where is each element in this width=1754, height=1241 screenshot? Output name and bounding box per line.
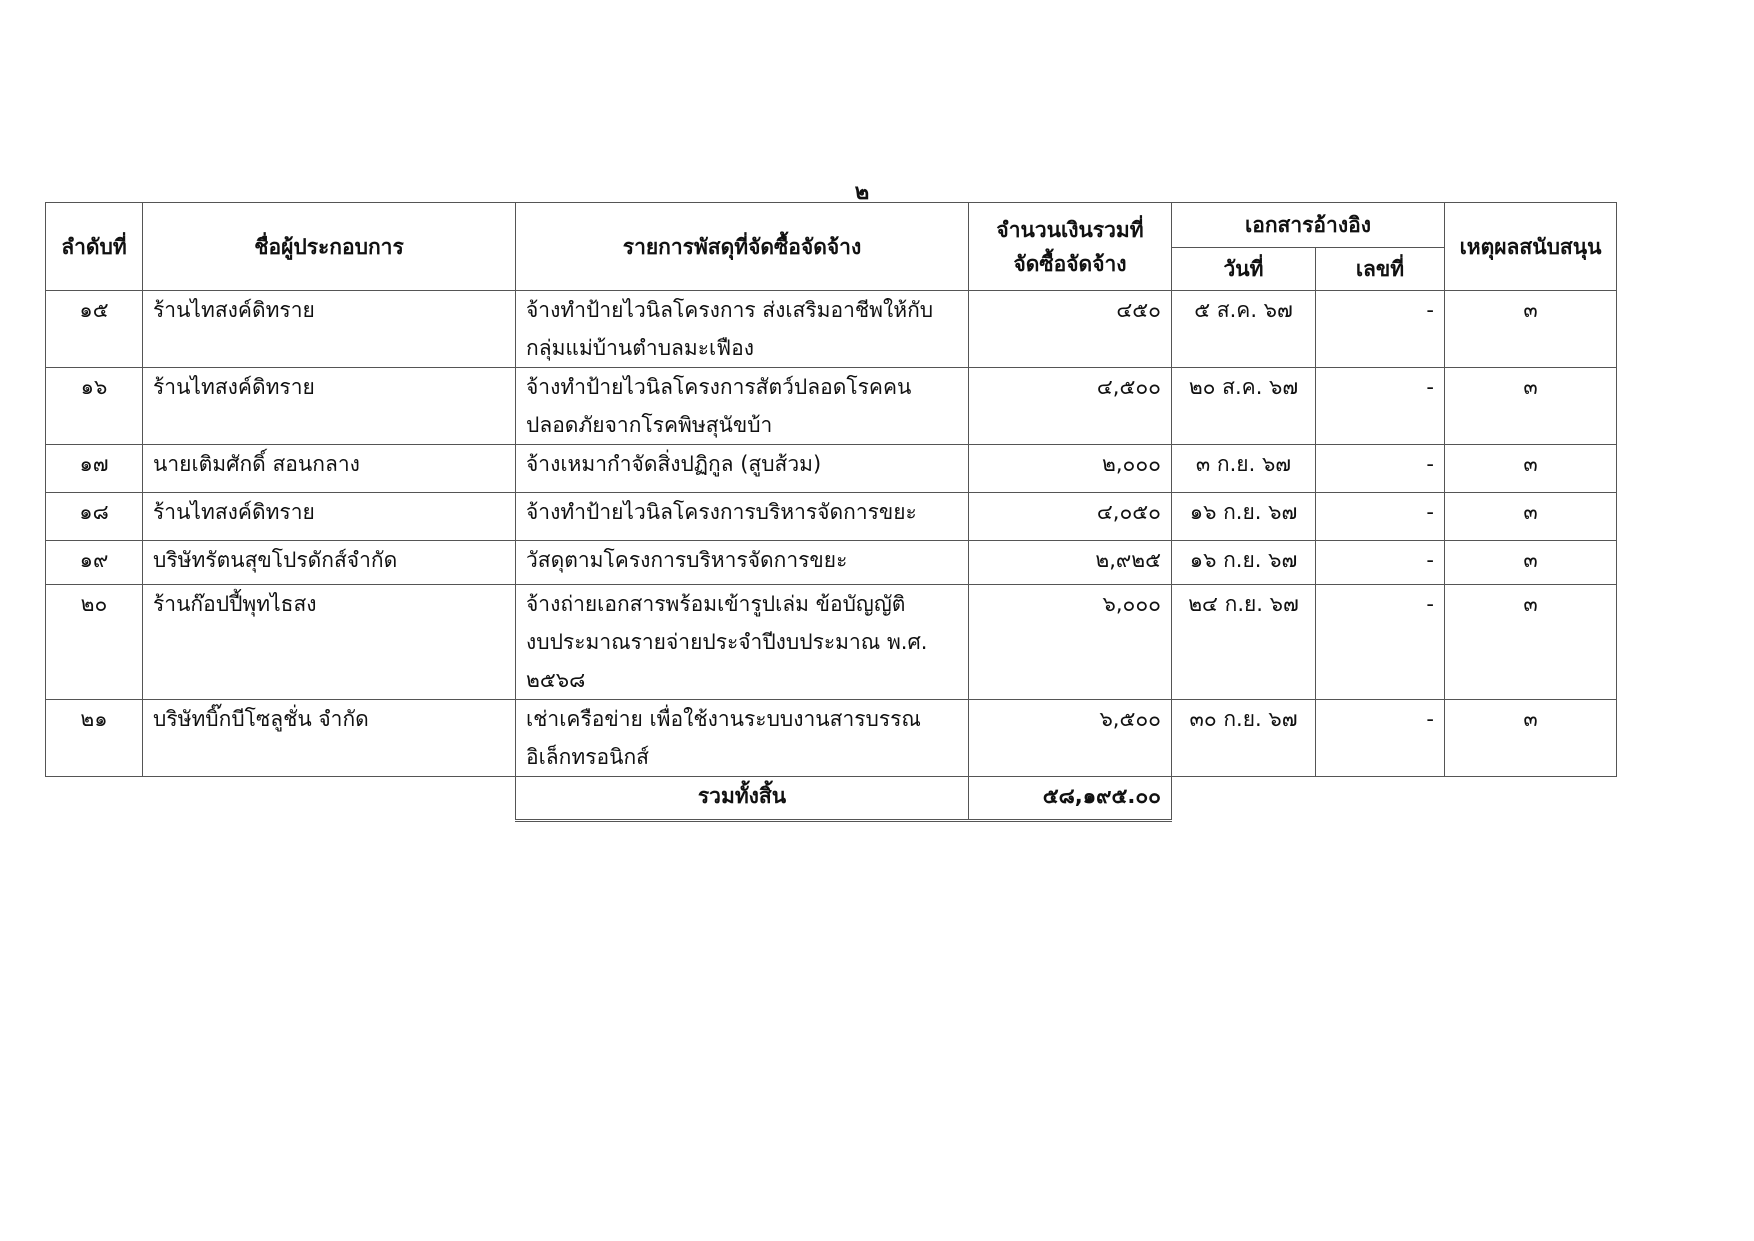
cell-reason: ๓ [1445,585,1617,700]
cell-reason: ๓ [1445,368,1617,445]
cell-vendor: นายเติมศักดิ์ สอนกลาง [143,445,516,493]
total-row [46,777,1617,821]
cell-seq: ๑๘ [46,493,143,541]
cell-amount: ๖,๕๐๐ [969,700,1172,777]
cell-amount: ๔๕๐ [969,291,1172,368]
cell-item [516,541,969,585]
cell-date: ๒๐ ส.ค. ๖๗ [1172,368,1316,445]
cell-item [516,291,969,368]
cell-date: ๕ ส.ค. ๖๗ [1172,291,1316,368]
cell-date: ๒๔ ก.ย. ๖๗ [1172,585,1316,700]
cell-ref-no: - [1316,445,1445,493]
table-row [46,445,1617,493]
cell-reason: ๓ [1445,541,1617,585]
cell-item [516,700,969,777]
cell-seq: ๑๗ [46,445,143,493]
table-row [46,700,1617,777]
cell-item-line: เช่าเครือข่าย เพื่อใช้งานระบบงานสารบรรณ [526,707,921,731]
table-row [46,291,1617,368]
cell-item-line: อิเล็กทรอนิกส์ [526,745,649,769]
cell-item [516,368,969,445]
header-ref-no: เลขที่ [1316,248,1445,291]
cell-reason: ๓ [1445,291,1617,368]
cell-ref-no: - [1316,368,1445,445]
header-reason: เหตุผลสนับสนุน [1445,203,1617,291]
cell-reason: ๓ [1445,445,1617,493]
cell-reason: ๓ [1445,700,1617,777]
cell-vendor: ร้านไทสงค์ดิทราย [143,493,516,541]
cell-amount: ๔,๐๕๐ [969,493,1172,541]
cell-seq: ๑๙ [46,541,143,585]
cell-vendor: ร้านก๊อปปี้พุทไธสง [143,585,516,700]
table-row [46,368,1617,445]
cell-ref-no: - [1316,585,1445,700]
cell-item-line: ๒๕๖๘ [526,668,586,692]
procurement-table [45,202,1617,822]
cell-item [516,493,969,541]
table-row [46,493,1617,541]
cell-date: ๓๐ ก.ย. ๖๗ [1172,700,1316,777]
cell-amount: ๒,๙๒๕ [969,541,1172,585]
table-row [46,541,1617,585]
table-row [46,585,1617,700]
cell-item-line: จ้างทำป้ายไวนิลโครงการ ส่งเสริมอาชีพให้กับ [526,298,934,322]
cell-item-line: จ้างถ่ายเอกสารพร้อมเข้ารูปเล่ม ข้อบัญญัติ [526,592,906,616]
header-ref-date: วันที่ [1172,248,1316,291]
cell-vendor: บริษัทรัตนสุขโปรดักส์จำกัด [143,541,516,585]
header-vendor: ชื่อผู้ประกอบการ [143,203,516,291]
cell-item-line: กลุ่มแม่บ้านตำบลมะเฟือง [526,336,754,360]
cell-date: ๑๖ ก.ย. ๖๗ [1172,493,1316,541]
cell-amount: ๒,๐๐๐ [969,445,1172,493]
header-amount [969,203,1172,291]
page-number: ๒ [854,180,870,205]
header-seq: ลำดับที่ [46,203,143,291]
cell-seq: ๑๖ [46,368,143,445]
cell-vendor: บริษัทบิ๊กบีโซลูชั่น จำกัด [143,700,516,777]
cell-seq: ๒๐ [46,585,143,700]
cell-seq: ๑๕ [46,291,143,368]
cell-ref-no: - [1316,493,1445,541]
total-amount: ๕๘,๑๙๕.๐๐ [969,777,1172,821]
cell-item-line: จ้างทำป้ายไวนิลโครงการบริหารจัดการขยะ [526,500,917,524]
cell-ref-no: - [1316,700,1445,777]
cell-item-line: จ้างทำป้ายไวนิลโครงการสัตว์ปลอดโรคคน [526,375,912,399]
header-reference: เอกสารอ้างอิง [1172,203,1445,248]
cell-ref-no: - [1316,291,1445,368]
cell-date: ๓ ก.ย. ๖๗ [1172,445,1316,493]
cell-item-line: ปลอดภัยจากโรคพิษสุนัขบ้า [526,413,773,437]
cell-ref-no: - [1316,541,1445,585]
cell-item-line: งบประมาณรายจ่ายประจำปีงบประมาณ พ.ศ. [526,630,928,654]
cell-vendor: ร้านไทสงค์ดิทราย [143,291,516,368]
cell-amount: ๖,๐๐๐ [969,585,1172,700]
cell-item [516,445,969,493]
total-label: รวมทั้งสิ้น [516,777,969,821]
header-amount-line2: จัดซื้อจัดจ้าง [1013,251,1127,276]
cell-item-line: จ้างเหมากำจัดสิ่งปฏิกูล (สูบส้วม) [526,452,822,476]
cell-item-line: วัสดุตามโครงการบริหารจัดการขยะ [526,548,848,572]
cell-vendor: ร้านไทสงค์ดิทราย [143,368,516,445]
cell-amount: ๔,๕๐๐ [969,368,1172,445]
cell-reason: ๓ [1445,493,1617,541]
cell-item [516,585,969,700]
cell-seq: ๒๑ [46,700,143,777]
cell-date: ๑๖ ก.ย. ๖๗ [1172,541,1316,585]
header-amount-line1: จำนวนเงินรวมที่ [996,217,1144,242]
header-item: รายการพัสดุที่จัดซื้อจัดจ้าง [516,203,969,291]
